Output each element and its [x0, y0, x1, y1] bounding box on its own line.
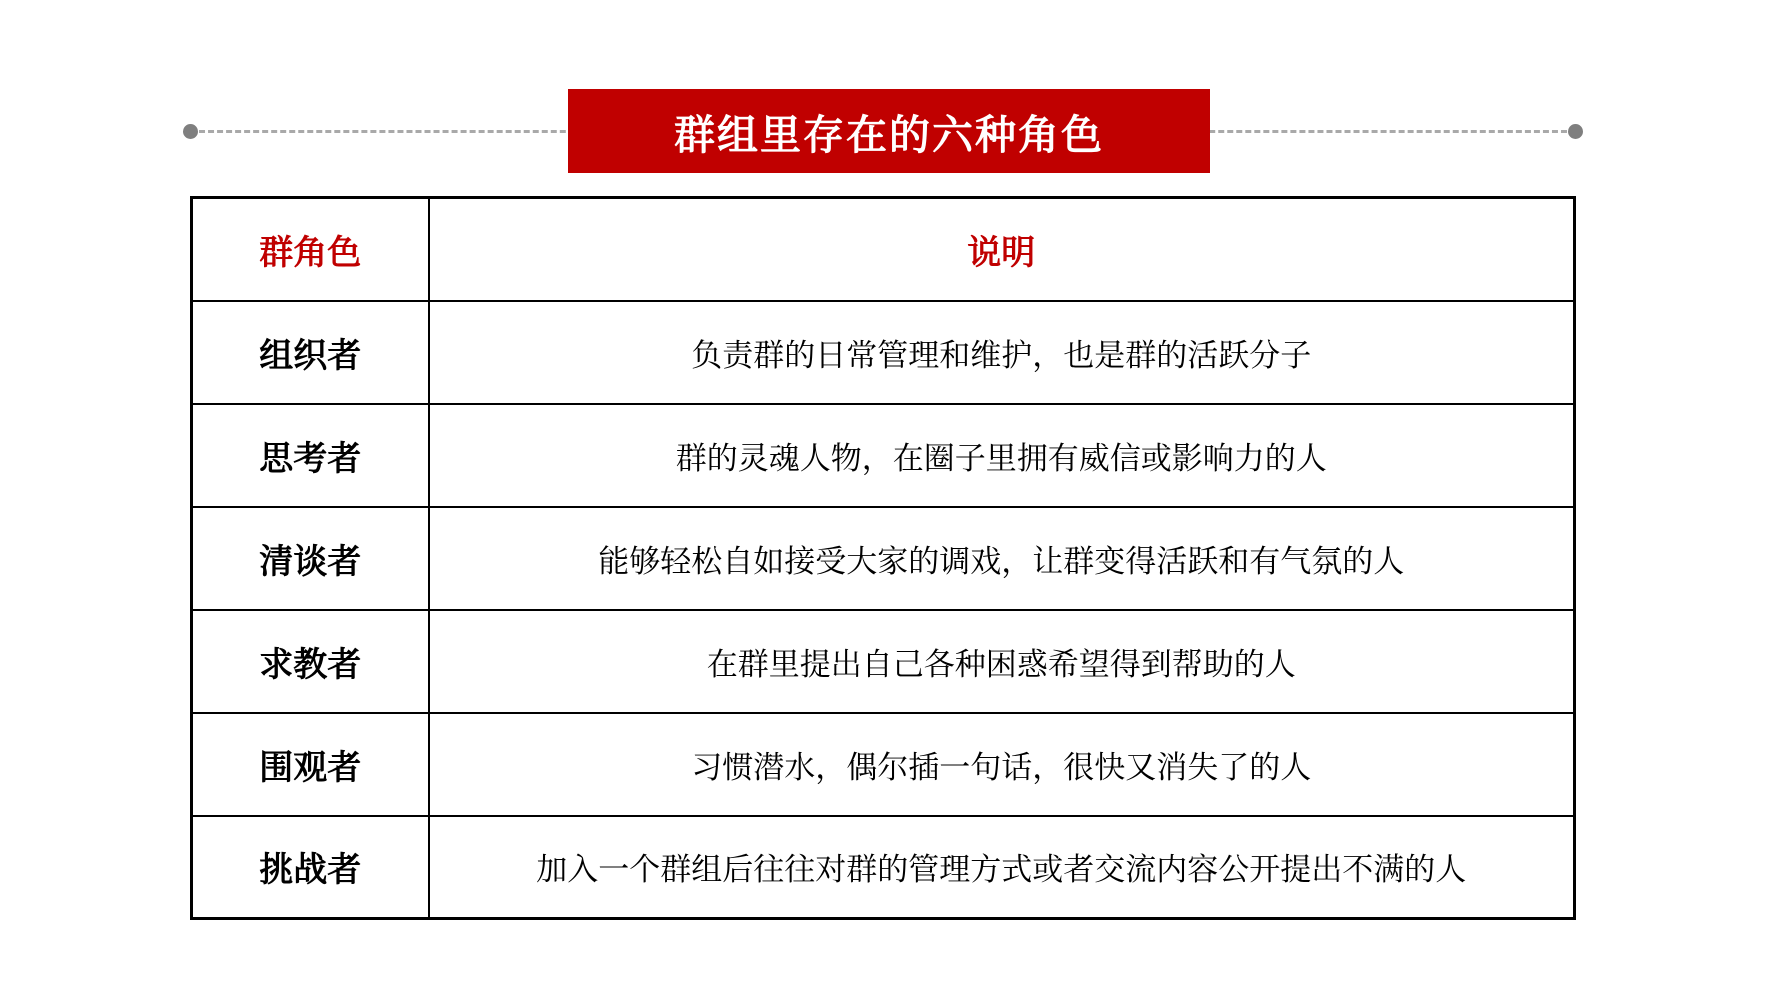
- page-title-banner: [568, 89, 1210, 173]
- role-cell: 组织者: [192, 301, 429, 404]
- table-header-row: [192, 198, 1575, 301]
- role-cell: 挑战者: [192, 816, 429, 919]
- table-row: [192, 507, 1575, 610]
- table-row: [192, 816, 1575, 919]
- description-cell: 能够轻松自如接受大家的调戏，让群变得活跃和有气氛的人: [429, 507, 1575, 610]
- table-row: [192, 610, 1575, 713]
- description-cell: 群的灵魂人物，在圈子里拥有威信或影响力的人: [429, 404, 1575, 507]
- description-cell: 习惯潜水，偶尔插一句话，很快又消失了的人: [429, 713, 1575, 816]
- description-cell: 负责群的日常管理和维护，也是群的活跃分子: [429, 301, 1575, 404]
- description-cell: 加入一个群组后往往对群的管理方式或者交流内容公开提出不满的人: [429, 816, 1575, 919]
- table-row: [192, 713, 1575, 816]
- role-cell: 清谈者: [192, 507, 429, 610]
- table-row: [192, 301, 1575, 404]
- role-cell: 围观者: [192, 713, 429, 816]
- table-row: [192, 404, 1575, 507]
- role-cell: 思考者: [192, 404, 429, 507]
- line-end-dot-left-icon: [183, 124, 198, 139]
- column-header-description: 说明: [429, 198, 1575, 301]
- page-title: 群组里存在的六种角色: [674, 110, 1104, 159]
- description-cell: 在群里提出自己各种困惑希望得到帮助的人: [429, 610, 1575, 713]
- column-header-role: 群角色: [192, 198, 429, 301]
- roles-table: [190, 196, 1576, 920]
- role-cell: 求教者: [192, 610, 429, 713]
- line-end-dot-right-icon: [1568, 124, 1583, 139]
